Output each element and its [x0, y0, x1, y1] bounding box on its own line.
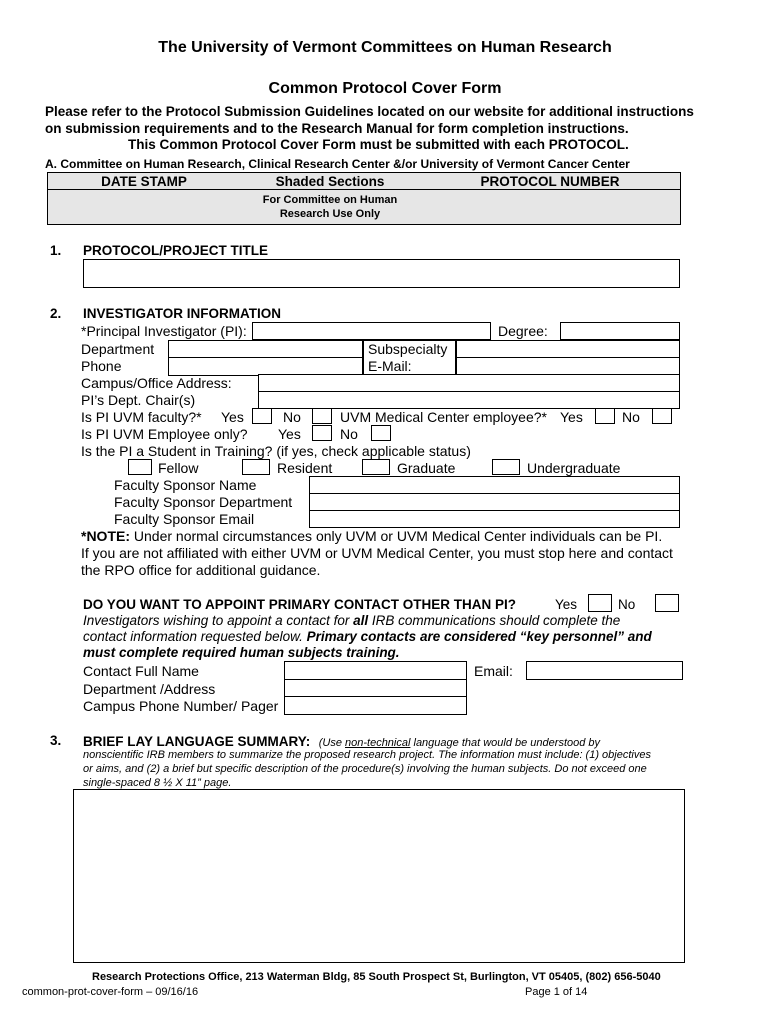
- intro-line-2: on submission requirements and to the Research Manual for form completion instructions.: [45, 121, 629, 136]
- sponsor-email-label: Faculty Sponsor Email: [114, 511, 255, 527]
- sponsor-name-input[interactable]: [309, 476, 680, 494]
- sponsor-dept-label: Faculty Sponsor Department: [114, 494, 293, 510]
- pi-note: [81, 528, 662, 544]
- undergraduate-checkbox[interactable]: [492, 459, 520, 475]
- contact-email-input[interactable]: [526, 661, 683, 680]
- subspecialty-input[interactable]: [456, 340, 680, 358]
- primary-contact-yes-checkbox[interactable]: [588, 594, 612, 612]
- department-input[interactable]: [168, 340, 363, 358]
- section-a-label: A. Committee on Human Research, Clinical Research Center &/or University of Vermont Cancer Center: [45, 157, 630, 171]
- pi-note-line-3: the RPO office for additional guidance.: [81, 562, 321, 578]
- pi-note-line-2: If you are not affiliated with either UVM or UVM Medical Center, you must stop here and contact: [81, 545, 673, 561]
- shaded-note-line-1: For Committee on Human: [262, 194, 398, 206]
- uvm-employee-no-checkbox[interactable]: [371, 425, 391, 441]
- section-2-label: INVESTIGATOR INFORMATION: [83, 306, 281, 321]
- pi-label: *Principal Investigator (PI):: [81, 323, 247, 339]
- footer-form-id: common-prot-cover-form – 09/16/16: [22, 986, 199, 998]
- uvm-faculty-yes-label: Yes: [221, 409, 244, 425]
- dept-chair-label: PI’s Dept. Chair(s): [81, 392, 196, 408]
- fellow-checkbox[interactable]: [128, 459, 152, 475]
- pc-line2-b: Primary contacts are considered “key personnel” and: [306, 629, 652, 644]
- pc-line1-a: Investigators wishing to appoint a contact for: [83, 613, 354, 628]
- contact-email-label: Email:: [474, 663, 513, 679]
- footer-page-number: Page 1 of 14: [525, 986, 588, 998]
- degree-label: Degree:: [498, 323, 548, 339]
- primary-contact-question: DO YOU WANT TO APPOINT PRIMARY CONTACT OTHER THAN PI?: [83, 597, 517, 612]
- lay-summary-textarea[interactable]: [73, 789, 685, 963]
- form-subtitle: Common Protocol Cover Form: [268, 80, 502, 97]
- protocol-title-input[interactable]: [83, 259, 680, 288]
- graduate-checkbox[interactable]: [362, 459, 390, 475]
- pc-line1-c: IRB communications should complete the: [368, 613, 621, 628]
- uvmmc-employee-label: UVM Medical Center employee?*: [340, 409, 547, 425]
- email-label: E-Mail:: [368, 358, 412, 374]
- pi-note-text: Under normal circumstances only UVM or UVM Medical Center individuals can be PI.: [130, 528, 663, 544]
- uvm-employee-label: Is PI UVM Employee only?: [81, 426, 248, 442]
- contact-phone-label: Campus Phone Number/ Pager: [83, 698, 279, 714]
- section-3-instr-a: (Use: [318, 737, 345, 749]
- contact-name-label: Contact Full Name: [83, 663, 199, 679]
- uvmmc-yes-label: Yes: [560, 409, 583, 425]
- uvm-faculty-label: Is PI UVM faculty?*: [81, 409, 202, 425]
- intro-line-1: Please refer to the Protocol Submission Guidelines located on our website for additional instructions: [45, 104, 694, 119]
- student-label: Is the PI a Student in Training? (if yes, check applicable status): [81, 443, 471, 459]
- section-1-number: 1.: [50, 243, 62, 258]
- subspecialty-label: Subspecialty: [368, 341, 448, 357]
- sponsor-email-input[interactable]: [309, 510, 680, 528]
- footer-address: Research Protections Office, 213 Waterman Bldg, 85 South Prospect St, Burlington, VT 05405, (802) 656-5040: [92, 971, 661, 983]
- contact-name-input[interactable]: [284, 661, 467, 680]
- uvm-faculty-no-checkbox[interactable]: [312, 408, 332, 424]
- section-3-instr-line-4: single-spaced 8 ½ X 11” page.: [83, 777, 232, 789]
- pc-line1-b: all: [353, 613, 369, 628]
- resident-label: Resident: [277, 460, 333, 476]
- primary-contact-line-3: must complete required human subjects training.: [83, 645, 400, 660]
- phone-label: Phone: [81, 358, 122, 374]
- header-divider: [48, 189, 680, 190]
- section-3-label: BRIEF LAY LANGUAGE SUMMARY:: [83, 734, 311, 749]
- pc-line2-a: contact information requested below.: [83, 629, 307, 644]
- undergraduate-label: Undergraduate: [527, 460, 621, 476]
- primary-contact-yes-label: Yes: [555, 597, 578, 612]
- graduate-label: Graduate: [397, 460, 456, 476]
- uvmmc-no-checkbox[interactable]: [652, 408, 672, 424]
- section-2-number: 2.: [50, 306, 62, 321]
- pi-note-bold: *NOTE:: [81, 528, 130, 544]
- resident-checkbox[interactable]: [242, 459, 270, 475]
- section-3-number: 3.: [50, 733, 62, 748]
- section-a-table: [47, 172, 681, 225]
- section-1-label: PROTOCOL/PROJECT TITLE: [83, 243, 269, 258]
- section-3-instr-u: non-technical: [345, 737, 411, 749]
- contact-phone-input[interactable]: [284, 696, 467, 715]
- uvmmc-yes-checkbox[interactable]: [595, 408, 615, 424]
- shaded-note-line-2: Research Use Only: [279, 208, 381, 220]
- dept-chair-input[interactable]: [258, 391, 680, 409]
- protocol-number-header: PROTOCOL NUMBER: [480, 174, 620, 189]
- section-3-instr-line-3: or aims, and (2) a brief but specific description of the procedure(s) involving the human subjects. Do not exceed one: [83, 763, 647, 775]
- sponsor-dept-input[interactable]: [309, 493, 680, 511]
- uvm-employee-no-label: No: [340, 426, 358, 442]
- contact-dept-input[interactable]: [284, 679, 467, 697]
- degree-input[interactable]: [560, 322, 680, 340]
- uvm-employee-yes-checkbox[interactable]: [312, 425, 332, 441]
- section-3-instr-line-2: nonscientific IRB members to summarize the proposed research project. The information must include: (1) objectives: [83, 749, 651, 761]
- intro-line-3: This Common Protocol Cover Form must be submitted with each PROTOCOL.: [128, 137, 629, 152]
- shaded-sections-header: Shaded Sections: [275, 174, 385, 189]
- uvmmc-no-label: No: [622, 409, 640, 425]
- contact-dept-label: Department /Address: [83, 681, 216, 697]
- primary-contact-line-2: [83, 629, 652, 644]
- primary-contact-line-1: [83, 613, 620, 628]
- date-stamp-header: DATE STAMP: [101, 174, 187, 189]
- uvm-faculty-no-label: No: [283, 409, 301, 425]
- address-label: Campus/Office Address:: [81, 375, 232, 391]
- form-title: The University of Vermont Committees on Human Research: [158, 39, 612, 56]
- fellow-label: Fellow: [158, 460, 199, 476]
- uvm-faculty-yes-checkbox[interactable]: [252, 408, 272, 424]
- primary-contact-no-label: No: [618, 597, 636, 612]
- sponsor-name-label: Faculty Sponsor Name: [114, 477, 257, 493]
- department-label: Department: [81, 341, 155, 357]
- uvm-employee-yes-label: Yes: [278, 426, 301, 442]
- section-3-instr-b: language that would be understood by: [410, 737, 601, 749]
- primary-contact-no-checkbox[interactable]: [655, 594, 679, 612]
- pi-input[interactable]: [252, 322, 491, 340]
